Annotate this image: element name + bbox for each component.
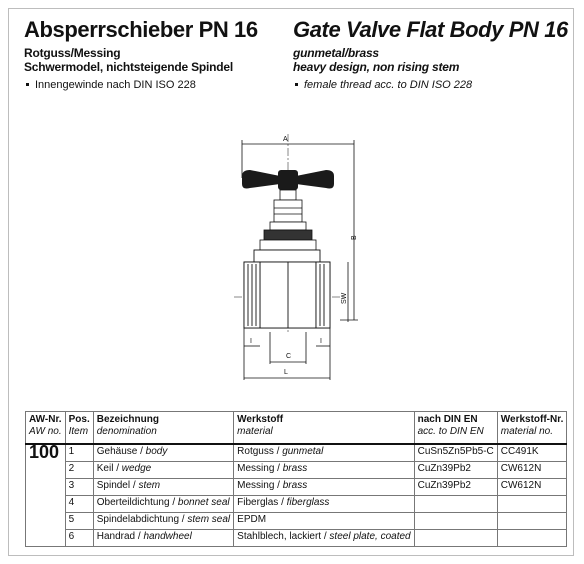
material-no-cell: CC491K [497,444,567,462]
material-cell: Rotguss / gunmetal [234,444,414,462]
table-header-row [26,412,567,445]
pos-cell: 3 [65,479,93,496]
pos-cell: 4 [65,496,93,513]
subtitle-german-design: Schwermodel, nichtsteigende Spindel [24,60,234,74]
material-no-cell [497,530,567,547]
bullet-icon [295,83,298,86]
feature-german-text: Innengewinde nach DIN ISO 228 [35,79,196,91]
material-cell: Stahlblech, lackiert / steel plate, coated [234,530,414,547]
aw-number: 100 [26,444,66,547]
din-cell: CuZn39Pb2 [414,462,497,479]
denomination-cell: Spindelabdichtung / stem seal [93,513,233,530]
material-cell: Messing / brass [234,479,414,496]
denomination-cell: Spindel / stem [93,479,233,496]
feature-english-text: female thread acc. to DIN ISO 228 [304,79,473,91]
label-dim-i-left: I [250,338,252,345]
feature-english [293,78,568,92]
header-english [293,18,568,92]
pos-cell: 2 [65,462,93,479]
feature-german [24,78,258,92]
table-row [26,444,567,462]
table-row [26,530,567,547]
header-aw: AW-Nr. AW no. [26,412,66,445]
header-pos: Pos. Item [65,412,93,445]
label-dim-i-right: I [320,338,322,345]
denomination-cell: Oberteildichtung / bonnet seal [93,496,233,513]
material-no-cell [497,513,567,530]
title-german: Absperrschieber PN 16 [24,17,258,42]
din-cell [414,513,497,530]
label-dim-b: B [351,235,358,240]
label-dim-a: A [283,136,288,143]
material-cell: EPDM [234,513,414,530]
title-english: Gate Valve Flat Body PN 16 [293,17,568,42]
din-cell: CuSn5Zn5Pb5-C [414,444,497,462]
table-row [26,496,567,513]
pos-cell: 6 [65,530,93,547]
subtitle-english-design: heavy design, non rising stem [293,60,460,74]
pos-cell: 1 [65,444,93,462]
gate-valve-drawing [230,132,360,382]
subtitle-german-material: Rotguss/Messing [24,46,121,60]
header-bezeichnung: Bezeichnung denomination [93,412,233,445]
denomination-cell: Gehäuse / body [93,444,233,462]
din-cell [414,530,497,547]
table-row [26,462,567,479]
pos-cell: 5 [65,513,93,530]
header-werkstoff-nr: Werkstoff-Nr. material no. [497,412,567,445]
table-row [26,479,567,496]
handwheel-shape [242,170,334,190]
header-german [24,18,258,92]
header-din: nach DIN EN acc. to DIN EN [414,412,497,445]
din-cell [414,496,497,513]
material-cell: Messing / brass [234,462,414,479]
material-cell: Fiberglas / fiberglass [234,496,414,513]
subtitle-english-material: gunmetal/brass [293,46,379,60]
header-werkstoff: Werkstoff material [234,412,414,445]
denomination-cell: Keil / wedge [93,462,233,479]
denomination-cell: Handrad / handwheel [93,530,233,547]
table-row [26,513,567,530]
label-dim-c: C [286,353,292,360]
material-no-cell: CW612N [497,462,567,479]
valve-body-shape [244,250,330,328]
label-dim-l: L [284,369,288,376]
din-cell: CuZn39Pb2 [414,479,497,496]
bonnet-shape [260,190,316,250]
label-dim-sw: SW [341,292,348,304]
bullet-icon [26,83,29,86]
material-no-cell: CW612N [497,479,567,496]
material-table [25,411,567,547]
material-no-cell [497,496,567,513]
